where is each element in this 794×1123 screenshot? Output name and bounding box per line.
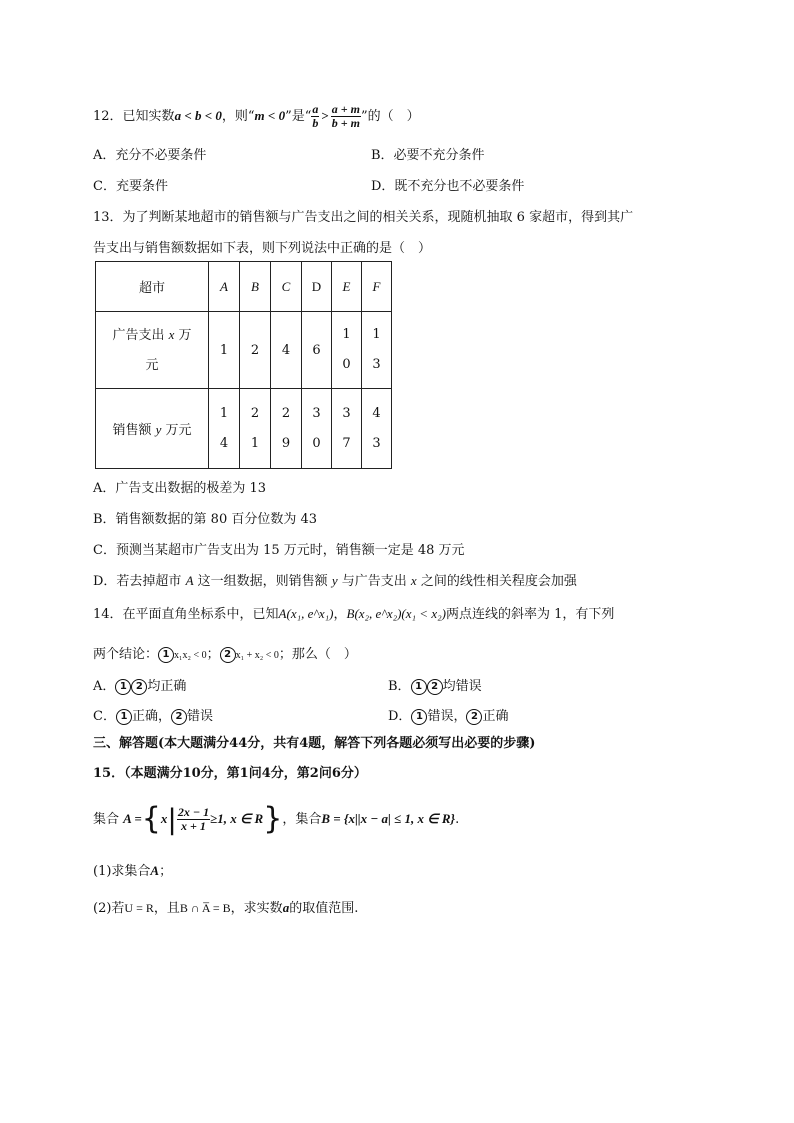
q15-part-2 — [93, 897, 358, 916]
q14-c-text-c: 错误 — [186, 709, 213, 724]
q15-part2-var: a — [282, 900, 290, 915]
q15-part1-var: A — [150, 863, 160, 878]
digit: 3 — [312, 405, 321, 421]
q14-b-letter: B． — [388, 679, 411, 694]
q15-part2-expr: B ∩ A̅ = B — [179, 901, 231, 915]
q13-line-2: 告支出与销售额数据如下表，则下列说法中正确的是（ ） — [93, 241, 432, 256]
q14-d-text-c: 正确 — [482, 709, 509, 724]
digit: 7 — [342, 435, 351, 451]
table-col-c: C — [271, 262, 302, 312]
q15-part-1 — [93, 860, 172, 879]
circled-one-icon: 1 — [116, 709, 132, 725]
divider-bar-icon: | — [167, 802, 177, 836]
row1-label-b: 万 — [178, 327, 192, 343]
digit: 1 — [219, 405, 229, 421]
q12-stem — [93, 103, 420, 130]
q15-set-a-fraction — [177, 806, 210, 833]
q15-set-a-var: x — [160, 811, 168, 826]
q12-option-b: B．必要不充分条件 — [371, 148, 485, 163]
digit: 2 — [250, 405, 260, 421]
q12-stem-text: 已知实数 — [122, 109, 175, 124]
circled-one-icon: 1 — [115, 679, 131, 695]
q15-set-a-name: A = — [123, 811, 142, 826]
q12-frac2-den: b + m — [331, 116, 360, 130]
row1-label-c: 元 — [145, 357, 159, 373]
q12-fraction-1 — [311, 103, 319, 130]
digit: 0 — [312, 435, 321, 451]
q12-stem-text-c: ”是“ — [285, 109, 312, 124]
table-cell — [302, 389, 332, 469]
q12-frac1-den: b — [312, 116, 319, 130]
q12-fraction-2 — [331, 103, 361, 130]
q14-option-b — [388, 675, 482, 695]
q13-option-a: A．广告支出数据的极差为 13 — [93, 481, 267, 496]
q14-line2-text-a: 两个结论： — [93, 647, 159, 662]
q14-d-text-b: 错误， — [427, 709, 467, 724]
q15-set-b: B = {x||x − a| ≤ 1, x ∈ R} — [321, 811, 456, 826]
q12-option-c: C．充要条件 — [93, 179, 168, 194]
q14-line-2 — [93, 643, 357, 663]
table-cell — [362, 312, 392, 389]
q14-c-text-b: 正确， — [131, 709, 171, 724]
q12-gt: > — [321, 108, 329, 123]
q13-d-text-c: 与广告支出 — [341, 574, 407, 589]
table-col-f: F — [362, 262, 392, 312]
right-brace-icon: } — [263, 801, 283, 837]
q14-c-letter: C． — [93, 709, 116, 724]
row1-label-a: 广告支出 — [112, 327, 165, 343]
q14-line2-sep: ； — [206, 647, 220, 662]
table-col-d: D — [302, 262, 332, 312]
q12-option-a: A．充分不必要条件 — [93, 148, 207, 163]
digit: 1 — [250, 435, 260, 451]
q14-text-b: 两点连线的斜率为 1，有下列 — [445, 607, 615, 622]
table-col-b: B — [240, 262, 271, 312]
q13-option-c: C．预测当某超市广告支出为 15 万元时，销售额一定是 48 万元 — [93, 543, 465, 558]
q14-option-d — [388, 705, 508, 725]
digit: 1 — [342, 327, 351, 342]
q13-option-b: B．销售额数据的第 80 百分位数为 43 — [93, 512, 318, 527]
q15-part2-text-c: ，求实数 — [230, 901, 283, 916]
circled-one-icon: 1 — [411, 709, 427, 725]
circled-one-icon: 1 — [158, 647, 174, 663]
table-header-row — [96, 262, 392, 312]
digit: 4 — [372, 405, 381, 421]
q13-option-d — [93, 570, 577, 589]
q14-a-letter: A． — [93, 679, 116, 694]
circled-two-icon: 2 — [466, 709, 482, 725]
q15-part1-text: (1)求集合 — [93, 864, 151, 879]
table-cell — [209, 389, 240, 469]
q14-text-a: 14．在平面直角坐标系中，已知 — [93, 607, 279, 622]
table-cell — [362, 389, 392, 469]
digit: 3 — [372, 435, 381, 451]
q15-frac-num: 2x − 1 — [177, 805, 210, 819]
q12-frac1-num: a — [312, 102, 319, 116]
table-header-label: 超市 — [96, 262, 209, 312]
table-cell — [332, 389, 362, 469]
table-row-label-sales — [96, 389, 209, 469]
circled-two-icon: 2 — [171, 709, 187, 725]
q14-d-letter: D． — [388, 709, 412, 724]
q12-condition: a < b < 0 — [174, 108, 222, 123]
q12-stem-text-b: ，则“ — [221, 109, 255, 124]
digit: 3 — [342, 405, 351, 421]
table-cell: 4 — [271, 312, 302, 389]
row2-var: y — [155, 422, 162, 437]
q13-data-table — [95, 261, 392, 469]
q14-line-1 — [93, 603, 614, 622]
q14-option-c — [93, 705, 213, 725]
table-cell: 2 — [240, 312, 271, 389]
q15-mid-text: ，集合 — [282, 812, 322, 827]
q13-d-text-d: 之间的线性相关程度会加强 — [420, 574, 577, 589]
digit: 9 — [281, 435, 291, 451]
digit: 3 — [372, 357, 381, 372]
q13-d-x: x — [410, 573, 417, 588]
q12-stem-text-d: ”的（ ） — [360, 109, 420, 124]
circled-one-icon: 1 — [411, 679, 427, 695]
table-row-ad-spend — [96, 312, 392, 389]
row1-var: x — [168, 326, 175, 342]
q14-sep: ， — [333, 607, 347, 622]
q12-option-d: D．既不充分也不必要条件 — [371, 179, 525, 194]
digit: 4 — [219, 435, 229, 451]
circled-two-icon: 2 — [220, 647, 236, 663]
table-col-e: E — [332, 262, 362, 312]
q14-a-text: 均正确 — [147, 679, 187, 694]
table-col-a: A — [209, 262, 240, 312]
table-cell: 6 — [302, 312, 332, 389]
q14-conclusion-1: x₁x₂ < 0 — [174, 650, 207, 661]
table-cell — [271, 389, 302, 469]
q14-point-a: A(x₁, e^x₁) — [278, 606, 334, 621]
q15-header: 15．（本题满分10分，第1问4分，第2问6分） — [93, 766, 367, 781]
row2-label-a: 销售额 — [112, 423, 152, 438]
q14-option-a — [93, 675, 186, 695]
table-row-sales — [96, 389, 392, 469]
circled-two-icon: 2 — [427, 679, 443, 695]
q12-frac2-num: a + m — [331, 102, 360, 116]
digit: 2 — [281, 405, 291, 421]
q15-part1-end: ； — [159, 864, 173, 879]
q15-part2-universe: U = R — [124, 901, 154, 915]
q14-point-b: B(x₂, e^x₂)(x₁ < x₂) — [346, 606, 446, 621]
table-row-label-ad-spend — [96, 312, 209, 389]
left-brace-icon: { — [141, 801, 161, 837]
q15-set-label: 集合 — [93, 812, 120, 827]
table-cell — [240, 389, 271, 469]
table-cell — [332, 312, 362, 389]
digit: 1 — [372, 327, 381, 342]
q15-part2-text-d: 的取值范围. — [289, 901, 359, 916]
q15-sets — [93, 801, 459, 837]
q12-m-condition: m < 0 — [254, 108, 286, 123]
q13-line-1: 13．为了判断某地超市的销售额与广告支出之间的相关关系，现随机抽取 6 家超市，得到其广 — [93, 210, 634, 225]
section-3-heading: 三、解答题(本大题满分44分，共有4题，解答下列各题必须写出必要的步骤) — [93, 736, 536, 751]
table-cell: 1 — [209, 312, 240, 389]
q14-conclusion-2: x₁ + x₂ < 0 — [235, 650, 279, 661]
q15-frac-den: x + 1 — [181, 819, 206, 833]
q13-d-text-b: 这一组数据，则销售额 — [197, 574, 328, 589]
q13-d-y: y — [331, 573, 338, 588]
q14-b-text: 均错误 — [442, 679, 482, 694]
q15-part2-text-b: ，且 — [153, 901, 180, 916]
q13-d-var: A — [185, 573, 194, 588]
q12-number: 12． — [93, 109, 123, 124]
q15-set-a-rest: ≥1, x ∈ R — [210, 811, 264, 826]
circled-two-icon: 2 — [131, 679, 147, 695]
q13-d-text-a: D．若去掉超市 — [93, 574, 182, 589]
digit: 0 — [342, 357, 351, 372]
row2-label-b: 万元 — [165, 423, 192, 438]
q15-end: . — [455, 812, 460, 827]
q14-line2-text-b: ；那么（ ） — [278, 647, 357, 662]
q15-part2-text-a: (2)若 — [93, 901, 125, 916]
